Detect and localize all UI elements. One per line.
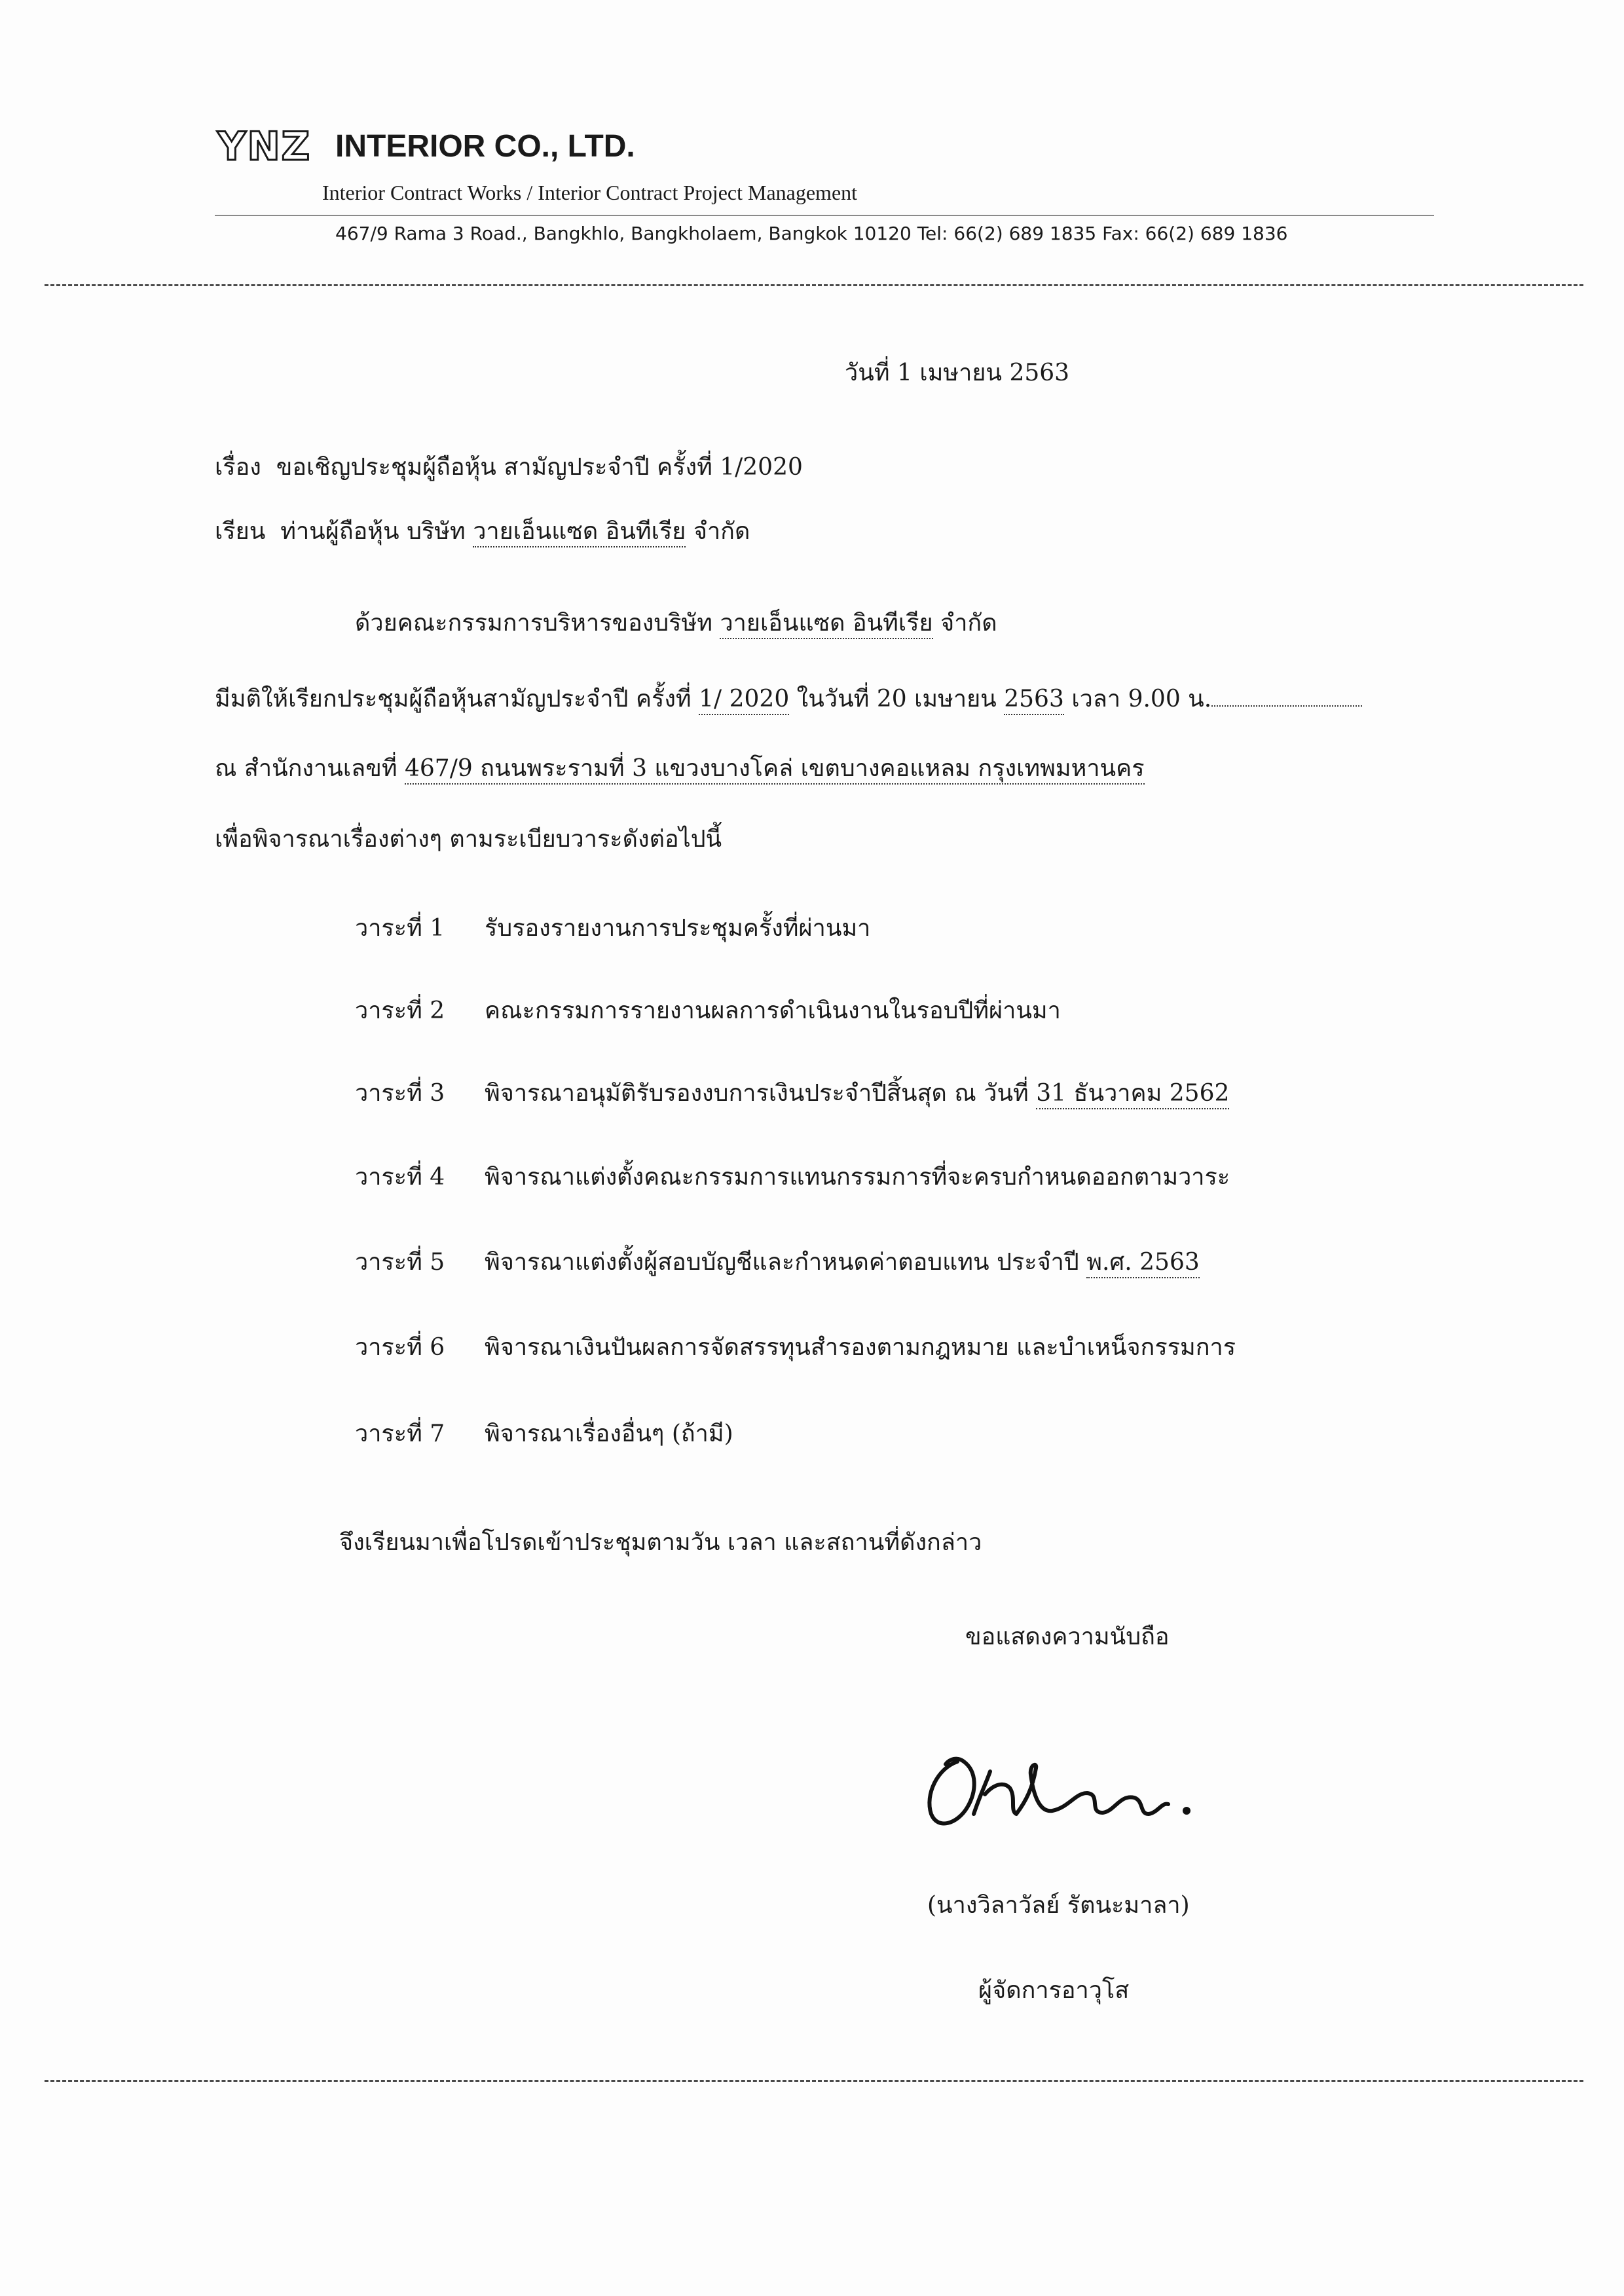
agenda-number: วาระที่ 1 [355,915,445,942]
subject-label: เรื่อง [215,454,261,481]
body-line-3 [215,753,1145,785]
agenda-underlined: พ.ศ. 2563 [1086,1249,1200,1278]
body-text: มีมติให้เรียกประชุมผู้ถือหุ้นสามัญประจำปี ครั้งที่ [215,686,692,713]
body-line-2 [215,684,1362,715]
company-tagline: Interior Contract Works / Interior Contract Project Management [322,181,858,204]
recipient-company: วายเอ็นแซด อินทีเรีย [473,518,686,547]
agenda-text: พิจารณาแต่งตั้งคณะกรรมการแทนกรรมการที่จะครบกำหนดออกตามวาระ [485,1164,1230,1191]
meeting-year: 2563 [1004,686,1064,715]
agenda-number: วาระที่ 4 [355,1164,445,1191]
agenda-text: พิจารณาเรื่องอื่นๆ (ถ้ามี) [485,1420,733,1447]
agenda-text: คณะกรรมการรายงานผลการดำเนินงานในรอบปีที่ผ่านมา [485,997,1061,1024]
agenda-text: พิจารณาเงินปันผลการจัดสรรทุนสำรองตามกฎหมาย และบำเหน็จกรรมการ [485,1334,1236,1361]
agenda-text: รับรองรายงานการประชุมครั้งที่ผ่านมา [485,915,871,942]
body-text: ณ สำนักงานเลขที่ [215,755,397,782]
letter-date: วันที่ 1 เมษายน 2563 [845,360,1070,386]
agenda-number: วาระที่ 7 [355,1420,445,1447]
agenda-number: วาระที่ 5 [355,1249,445,1276]
agenda-text [485,1078,1229,1109]
bottom-divider [45,2080,1583,2082]
letterhead-rule [215,215,1434,216]
recipient-line [215,516,750,547]
regards: ขอแสดงความนับถือ [965,1623,1170,1650]
agenda-number: วาระที่ 2 [355,997,445,1024]
subject-line [215,452,803,483]
meeting-number: 1/ 2020 [699,686,789,715]
recipient-prefix: ท่านผู้ถือหุ้น บริษัท [280,518,466,545]
company-address: 467/9 Rama 3 Road., Bangkhlo, Bangkholaem, Bangkok 10120 Tel: 66(2) 689 1835 Fax: 66(2) 689 1836 [335,223,1288,244]
subject-text: ขอเชิญประชุมผู้ถือหุ้น สามัญประจำปี ครั้งที่ 1/2020 [276,454,803,481]
body-text: ในวันที่ 20 เมษายน [796,686,997,713]
top-divider [45,284,1583,286]
body-text: ด้วยคณะกรรมการบริหารของบริษัท [355,610,712,637]
recipient-label: เรียน [215,518,266,545]
agenda-text-main: พิจารณาอนุมัติรับรองงบการเงินประจำปีสิ้นสุด ณ วันที่ [485,1080,1029,1107]
signer-name: (นางวิลาวัลย์ รัตนะมาลา) [927,1892,1190,1919]
body-line-4: เพื่อพิจารณาเรื่องต่างๆ ตามระเบียบวาระดังต่อไปนี้ [215,826,722,853]
agenda-text-main: พิจารณาแต่งตั้งผู้สอบบัญชีและกำหนดค่าตอบแทน ประจำปี [485,1249,1079,1276]
closing-sentence: จึงเรียนมาเพื่อโปรดเข้าประชุมตามวัน เวลา และสถานที่ดังกล่าว [339,1529,982,1556]
body-text: จำกัด [940,610,997,637]
company-name: INTERIOR CO., LTD. [335,129,635,164]
dotted-fill [1211,686,1362,707]
agenda-number: วาระที่ 6 [355,1334,445,1361]
agenda-underlined: 31 ธันวาคม 2562 [1036,1080,1229,1109]
meeting-address: 467/9 ถนนพระรามที่ 3 แขวงบางโคล่ เขตบางคอแหลม กรุงเทพมหานคร [405,755,1145,785]
meeting-time: เวลา 9.00 น. [1071,686,1212,713]
agenda-number: วาระที่ 3 [355,1080,445,1107]
recipient-suffix: จำกัด [693,518,750,545]
agenda-text [485,1247,1200,1278]
company-logo: YNZ [217,124,312,170]
body-company: วายเอ็นแซด อินทีเรีย [720,610,932,639]
signer-title: ผู้จัดการอาวุโส [978,1977,1130,2004]
handwritten-signature [912,1716,1213,1847]
body-line-1 [355,608,997,639]
